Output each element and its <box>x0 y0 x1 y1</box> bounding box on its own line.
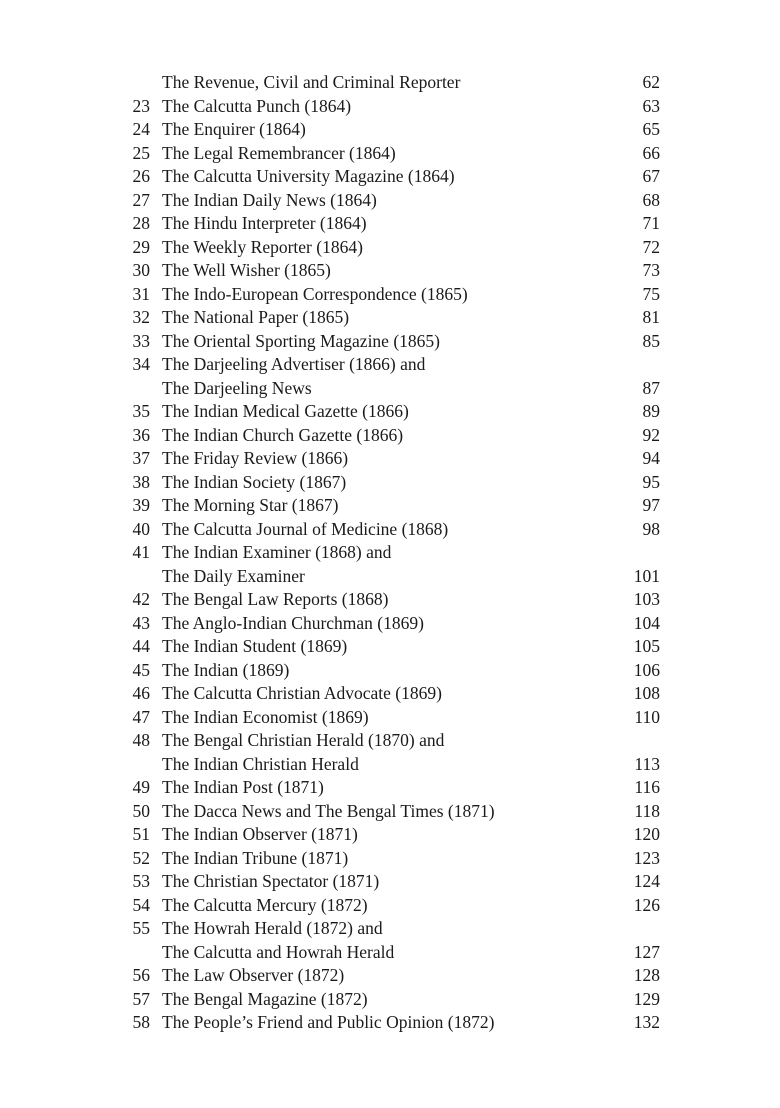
entry-page-number: 75 <box>642 283 660 304</box>
entry-page-number: 94 <box>642 448 660 468</box>
entry-title: The National Paper (1865) <box>162 307 350 327</box>
toc-entry <box>0 447 780 471</box>
entry-number: 43 <box>132 612 150 633</box>
entry-page-number: 104 <box>633 612 660 633</box>
toc-entry <box>0 306 780 330</box>
entry-page-number: 65 <box>642 119 660 139</box>
entry-page-number: 66 <box>642 142 660 163</box>
entry-number: 40 <box>132 518 150 539</box>
toc-entry <box>0 518 780 542</box>
toc-entry <box>0 118 780 142</box>
entry-number: 33 <box>132 330 150 351</box>
toc-entry <box>0 494 780 518</box>
entry-page-number: 81 <box>642 307 660 327</box>
entry-number: 34 <box>132 354 150 374</box>
entry-number: 58 <box>132 1012 150 1032</box>
entry-title: The People’s Friend and Public Opinion (1872) <box>162 1012 495 1032</box>
toc-entry <box>0 142 780 166</box>
entry-number: 46 <box>132 683 150 703</box>
entry-number: 56 <box>132 965 150 985</box>
entry-title: The Calcutta University Magazine (1864) <box>162 166 455 186</box>
entry-title: The Indian Observer (1871) <box>162 824 358 844</box>
entry-title: The Indian Daily News (1864) <box>162 189 377 210</box>
entry-title: The Indian Tribune (1871) <box>162 847 349 868</box>
entry-title: The Indian (1869) <box>162 659 290 680</box>
entry-title: The Revenue, Civil and Criminal Reporter <box>162 72 461 92</box>
entry-number: 39 <box>132 495 150 515</box>
entry-number: 26 <box>132 166 150 186</box>
entry-page-number: 92 <box>642 424 660 445</box>
entry-page-number: 129 <box>633 988 660 1009</box>
entry-number: 25 <box>132 142 150 163</box>
entry-number: 45 <box>132 659 150 680</box>
entry-number: 48 <box>132 730 150 750</box>
entry-title: The Calcutta and Howrah Herald <box>162 941 395 962</box>
toc-entry <box>0 330 780 354</box>
toc-entry <box>0 95 780 119</box>
entry-title: The Bengal Magazine (1872) <box>162 988 368 1009</box>
entry-number: 28 <box>132 213 150 233</box>
entry-page-number: 97 <box>642 495 660 515</box>
entry-page-number: 68 <box>642 189 660 210</box>
entry-number: 52 <box>132 847 150 868</box>
entry-title: The Indian Christian Herald <box>162 753 359 774</box>
entry-number: 57 <box>132 988 150 1009</box>
entry-title: The Friday Review (1866) <box>162 448 349 468</box>
entry-page-number: 127 <box>633 941 660 962</box>
toc-entry <box>0 283 780 307</box>
entry-title: The Indian Medical Gazette (1866) <box>162 401 409 421</box>
entry-number: 27 <box>132 189 150 210</box>
toc-entry <box>0 988 780 1012</box>
entry-title: The Darjeeling News <box>162 377 312 398</box>
entry-page-number: 108 <box>633 683 660 703</box>
entry-number: 47 <box>132 706 150 727</box>
entry-number: 53 <box>132 871 150 891</box>
entry-page-number: 71 <box>642 213 660 233</box>
toc-entry <box>0 377 780 401</box>
entry-page-number: 103 <box>633 589 660 609</box>
entry-title: The Indian Post (1871) <box>162 777 324 797</box>
entry-page-number: 106 <box>633 659 660 680</box>
toc-entry <box>0 541 780 565</box>
entry-title: The Oriental Sporting Magazine (1865) <box>162 330 440 351</box>
entry-page-number: 101 <box>633 565 660 586</box>
entry-page-number: 62 <box>642 72 660 92</box>
entry-page-number: 118 <box>634 800 660 821</box>
toc-entry <box>0 823 780 847</box>
toc-entry <box>0 588 780 612</box>
entry-number: 37 <box>132 448 150 468</box>
toc-entry <box>0 565 780 589</box>
entry-page-number: 123 <box>633 847 660 868</box>
toc-entry <box>0 870 780 894</box>
entry-number: 50 <box>132 800 150 821</box>
entry-title: The Indian Society (1867) <box>162 471 347 492</box>
toc-entry <box>0 400 780 424</box>
entry-title: The Calcutta Mercury (1872) <box>162 894 368 915</box>
entry-number: 55 <box>132 918 150 938</box>
toc-entry <box>0 659 780 683</box>
entry-title: The Bengal Law Reports (1868) <box>162 589 389 609</box>
toc-entry <box>0 729 780 753</box>
toc-entry <box>0 847 780 871</box>
entry-number: 51 <box>132 824 150 844</box>
entry-page-number: 132 <box>633 1012 660 1032</box>
entry-title: The Calcutta Punch (1864) <box>162 95 352 116</box>
entry-title: The Bengal Christian Herald (1870) and <box>162 730 445 750</box>
entry-number: 30 <box>132 260 150 280</box>
toc-entry <box>0 964 780 988</box>
entry-number: 49 <box>132 777 150 797</box>
entry-page-number: 128 <box>633 965 660 985</box>
entry-number: 54 <box>132 894 150 915</box>
toc-entry <box>0 682 780 706</box>
entry-number: 24 <box>132 119 150 139</box>
entry-page-number: 89 <box>642 401 660 421</box>
toc-entry <box>0 894 780 918</box>
entry-number: 23 <box>132 95 150 116</box>
toc-entry <box>0 71 780 95</box>
entry-title: The Howrah Herald (1872) and <box>162 918 383 938</box>
entry-page-number: 72 <box>642 236 660 257</box>
entry-page-number: 120 <box>633 824 660 844</box>
entry-title: The Enquirer (1864) <box>162 119 306 139</box>
entry-number: 44 <box>132 636 150 656</box>
toc-entry <box>0 212 780 236</box>
entry-title: The Indian Economist (1869) <box>162 706 369 727</box>
entry-title: The Calcutta Christian Advocate (1869) <box>162 683 442 703</box>
entry-page-number: 73 <box>642 260 660 280</box>
toc-entry <box>0 635 780 659</box>
entry-title: The Indian Student (1869) <box>162 636 348 656</box>
toc-entry <box>0 471 780 495</box>
entry-page-number: 98 <box>642 518 660 539</box>
entry-page-number: 110 <box>634 706 660 727</box>
entry-page-number: 95 <box>642 471 660 492</box>
toc-entry <box>0 1011 780 1035</box>
entry-title: The Law Observer (1872) <box>162 965 345 985</box>
entry-number: 41 <box>132 542 150 562</box>
toc-entry <box>0 800 780 824</box>
toc-entry <box>0 917 780 941</box>
entry-title: The Legal Remembrancer (1864) <box>162 142 396 163</box>
entry-page-number: 124 <box>633 871 660 891</box>
toc-entry <box>0 706 780 730</box>
entry-page-number: 87 <box>642 377 660 398</box>
entry-title: The Indo-European Correspondence (1865) <box>162 283 468 304</box>
entry-page-number: 85 <box>642 330 660 351</box>
toc-entry <box>0 189 780 213</box>
entry-title: The Morning Star (1867) <box>162 495 339 515</box>
entry-page-number: 67 <box>642 166 660 186</box>
table-of-contents <box>0 71 780 1035</box>
toc-entry <box>0 353 780 377</box>
entry-number: 32 <box>132 307 150 327</box>
toc-entry <box>0 236 780 260</box>
toc-entry <box>0 776 780 800</box>
toc-entry <box>0 941 780 965</box>
entry-title: The Darjeeling Advertiser (1866) and <box>162 354 426 374</box>
entry-title: The Weekly Reporter (1864) <box>162 236 363 257</box>
entry-title: The Well Wisher (1865) <box>162 260 331 280</box>
entry-page-number: 63 <box>642 95 660 116</box>
toc-entry <box>0 424 780 448</box>
toc-entry <box>0 165 780 189</box>
entry-title: The Anglo-Indian Churchman (1869) <box>162 612 424 633</box>
entry-number: 31 <box>132 283 150 304</box>
toc-entry <box>0 259 780 283</box>
entry-title: The Daily Examiner <box>162 565 305 586</box>
entry-number: 35 <box>132 401 150 421</box>
entry-number: 42 <box>132 589 150 609</box>
entry-number: 29 <box>132 236 150 257</box>
entry-page-number: 116 <box>634 777 660 797</box>
entry-page-number: 113 <box>634 753 660 774</box>
entry-title: The Christian Spectator (1871) <box>162 871 380 891</box>
toc-entry <box>0 612 780 636</box>
entry-title: The Calcutta Journal of Medicine (1868) <box>162 518 449 539</box>
entry-title: The Dacca News and The Bengal Times (1871) <box>162 800 495 821</box>
entry-number: 36 <box>132 424 150 445</box>
toc-entry <box>0 753 780 777</box>
entry-title: The Indian Church Gazette (1866) <box>162 424 404 445</box>
entry-title: The Hindu Interpreter (1864) <box>162 213 367 233</box>
entry-page-number: 105 <box>633 636 660 656</box>
entry-page-number: 126 <box>633 894 660 915</box>
entry-title: The Indian Examiner (1868) and <box>162 542 392 562</box>
entry-number: 38 <box>132 471 150 492</box>
